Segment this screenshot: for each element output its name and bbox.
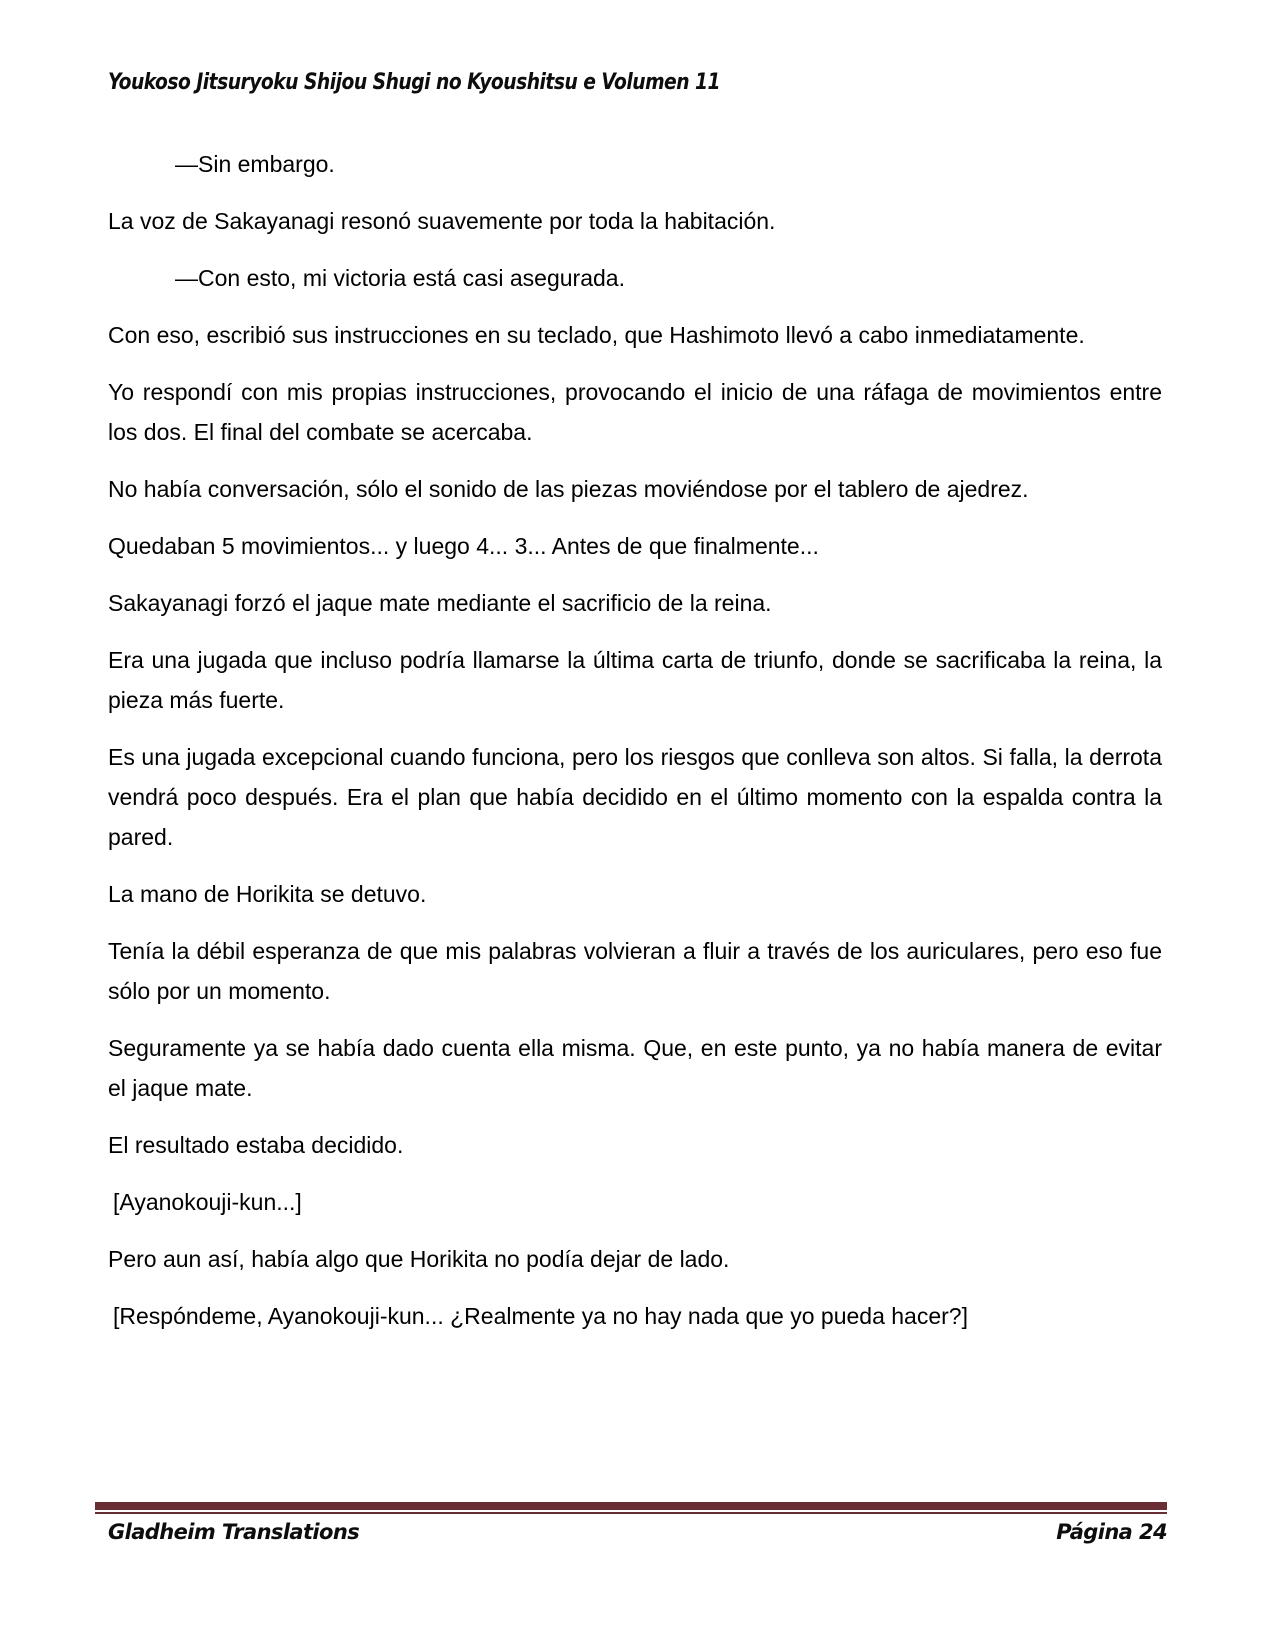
paragraph: [Respóndeme, Ayanokouji-kun... ¿Realmente ya no hay nada que yo pueda hacer?] — [113, 1303, 968, 1329]
paragraph: El resultado estaba decidido. — [108, 1132, 404, 1158]
paragraph: Era una jugada que incluso podría llamarse la última carta de triunfo, donde se sacrificaba la reina, la pieza más fuerte. — [108, 647, 1162, 713]
paragraph: La voz de Sakayanagi resonó suavemente por toda la habitación. — [108, 208, 776, 234]
footer-divider — [95, 1502, 1167, 1514]
header-title: Youkoso Jitsuryoku Shijou Shugi no Kyoushitsu e Volumen 11 — [108, 70, 721, 95]
footer-row — [95, 1514, 1167, 1544]
document-body — [0, 144, 1275, 1336]
paragraph: Tenía la débil esperanza de que mis palabras volvieran a fluir a través de los auriculares, pero eso fue sólo por un momento. — [108, 938, 1162, 1004]
footer-translator-label: Gladheim Translations — [108, 1520, 360, 1544]
paragraph: —Con esto, mi victoria está casi asegurada. — [175, 265, 625, 291]
paragraph: [Ayanokouji-kun...] — [113, 1189, 302, 1215]
footer-divider-thick-line — [95, 1502, 1167, 1510]
paragraph: Es una jugada excepcional cuando funciona, pero los riesgos que conlleva son altos. Si falla, la derrota vendrá poco después. Era el plan que había decidido en el último momento con la espalda contra la pared. — [108, 744, 1162, 850]
page-header — [0, 0, 1275, 104]
paragraph: La mano de Horikita se detuvo. — [108, 881, 427, 907]
paragraph: Sakayanagi forzó el jaque mate mediante el sacrificio de la reina. — [108, 590, 772, 616]
footer-page-number: Página 24 — [1056, 1520, 1167, 1544]
paragraph: Con eso, escribió sus instrucciones en su teclado, que Hashimoto llevó a cabo inmediatamente. — [108, 322, 1085, 348]
paragraph: Quedaban 5 movimientos... y luego 4... 3... Antes de que finalmente... — [108, 533, 819, 559]
paragraph: Seguramente ya se había dado cuenta ella misma. Que, en este punto, ya no había manera de evitar el jaque mate. — [108, 1035, 1162, 1101]
paragraph: Yo respondí con mis propias instrucciones, provocando el inicio de una ráfaga de movimientos entre los dos. El final del combate se acercaba. — [108, 379, 1162, 445]
paragraph: Pero aun así, había algo que Horikita no podía dejar de lado. — [108, 1246, 730, 1272]
paragraph: —Sin embargo. — [175, 151, 335, 177]
paragraph: No había conversación, sólo el sonido de las piezas moviéndose por el tablero de ajedrez. — [108, 476, 1029, 502]
page-footer — [95, 1502, 1167, 1544]
